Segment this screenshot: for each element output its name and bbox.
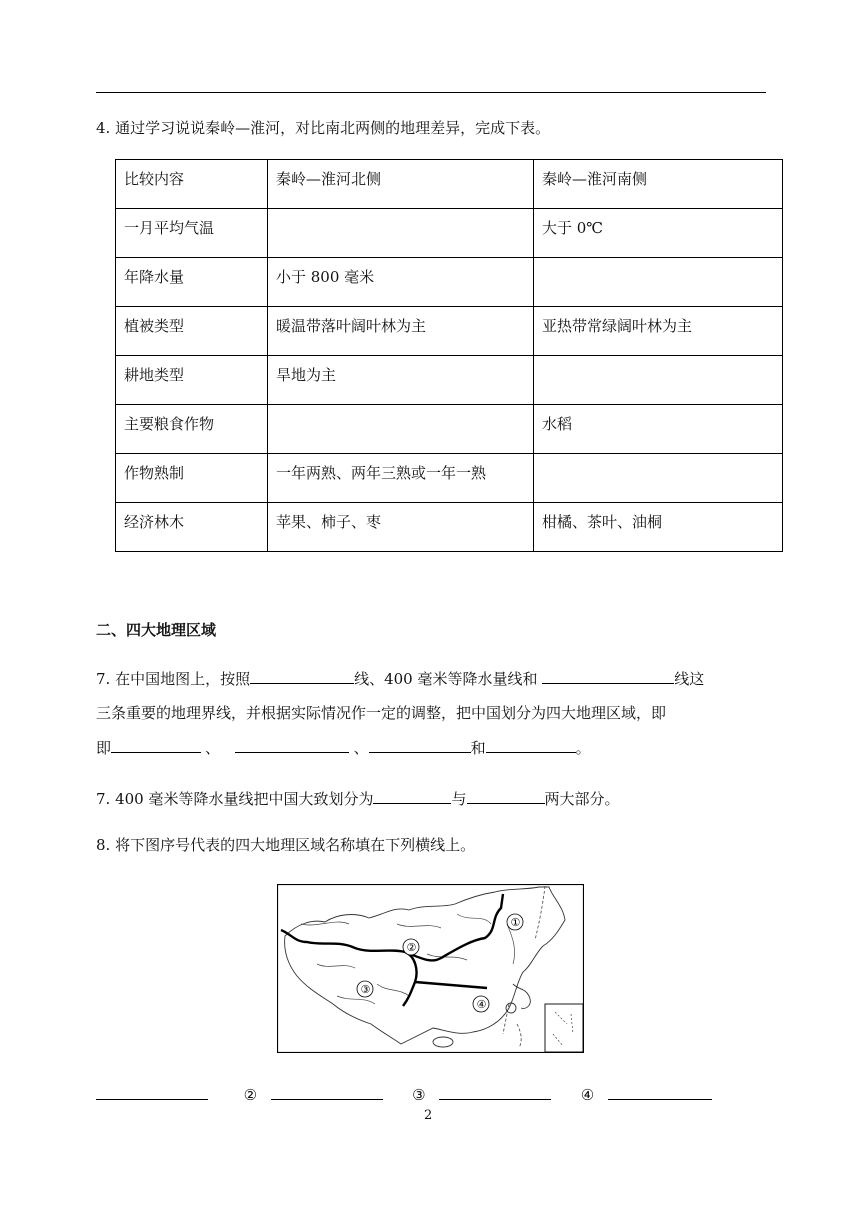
header-cell: 秦岭—淮河南侧	[534, 160, 783, 209]
q7a-line1	[96, 667, 704, 690]
table-header-row	[116, 160, 783, 209]
row-label-cell: 一月平均气温	[116, 209, 268, 258]
row-label-cell: 耕地类型	[116, 356, 268, 405]
row-label-cell: 植被类型	[116, 307, 268, 356]
table-cell	[268, 209, 534, 258]
table-cell	[534, 454, 783, 503]
header-cell: 比较内容	[116, 160, 268, 209]
table-cell: 柑橘、茶叶、油桐	[534, 503, 783, 552]
row-label-cell: 主要粮食作物	[116, 405, 268, 454]
table-row	[116, 356, 783, 405]
blank-region-3[interactable]	[369, 736, 471, 753]
answer-blank-2[interactable]	[271, 1083, 383, 1100]
answer-blank-1[interactable]	[96, 1083, 208, 1100]
q8-answer-line	[96, 1083, 712, 1106]
q8-prompt: 8. 将下图序号代表的四大地理区域名称填在下列横线上。	[96, 836, 476, 854]
answer-label-2: ②	[243, 1086, 258, 1104]
table-row	[116, 503, 783, 552]
q7a-text-2: 线、400 毫米等降水量线和	[354, 670, 543, 688]
section-heading: 二、四大地理区域	[96, 621, 217, 639]
blank-part-2[interactable]	[467, 787, 545, 804]
q4-prompt: 4. 通过学习说说秦岭—淮河，对比南北两侧的地理差异，完成下表。	[96, 119, 551, 137]
q7a-end: 。	[575, 739, 591, 757]
row-label-cell: 作物熟制	[116, 454, 268, 503]
map-label-2: ②	[406, 941, 417, 954]
table-row	[116, 454, 783, 503]
comparison-table	[115, 159, 783, 552]
q7a-line2: 三条重要的地理界线，并根据实际情况作一定的调整，把中国划分为四大地理区域，即	[96, 704, 667, 722]
answer-blank-4[interactable]	[608, 1083, 712, 1100]
q7b-line	[96, 787, 620, 810]
table-cell: 苹果、柿子、枣	[268, 503, 534, 552]
map-label-1: ①	[510, 916, 521, 929]
answer-blank-3[interactable]	[439, 1083, 551, 1100]
table-cell: 大于 0℃	[534, 209, 783, 258]
q7b-text-1: 7. 400 毫米等降水量线把中国大致划分为	[96, 790, 374, 808]
row-label-cell: 年降水量	[116, 258, 268, 307]
q7a-sep-1: 、	[205, 739, 225, 757]
blank-region-1[interactable]	[111, 736, 201, 753]
page-number: 2	[424, 1108, 433, 1123]
answer-label-4: ④	[580, 1086, 595, 1104]
map-label-4: ④	[476, 998, 487, 1011]
table-cell	[534, 356, 783, 405]
china-regions-map	[277, 884, 584, 1053]
blank-region-2[interactable]	[235, 736, 349, 753]
table-cell: 旱地为主	[268, 356, 534, 405]
q7a-text-1: 7. 在中国地图上，按照	[96, 670, 251, 688]
blank-boundary-2[interactable]	[542, 667, 674, 684]
q7b-text-3: 两大部分。	[544, 790, 620, 808]
q7a-line3	[96, 736, 591, 759]
table-cell	[534, 258, 783, 307]
table-cell	[268, 405, 534, 454]
map-frame	[278, 885, 584, 1053]
top-rule	[96, 92, 766, 93]
row-label-cell: 经济林木	[116, 503, 268, 552]
table-cell: 水稻	[534, 405, 783, 454]
table-cell: 亚热带常绿阔叶林为主	[534, 307, 783, 356]
q7a-sep-3: 和	[470, 739, 486, 757]
map-label-3: ③	[360, 983, 371, 996]
header-cell: 秦岭—淮河北侧	[268, 160, 534, 209]
q7a-text-start: 即	[96, 739, 112, 757]
q7a-sep-2: 、	[348, 739, 369, 757]
answer-label-3: ③	[412, 1086, 426, 1104]
table-row	[116, 405, 783, 454]
table-row	[116, 209, 783, 258]
table-cell: 小于 800 毫米	[268, 258, 534, 307]
table-cell: 一年两熟、两年三熟或一年一熟	[268, 454, 534, 503]
blank-region-4[interactable]	[486, 736, 576, 753]
table-cell: 暖温带落叶阔叶林为主	[268, 307, 534, 356]
blank-part-1[interactable]	[373, 787, 451, 804]
table-row	[116, 307, 783, 356]
q7a-text-3: 线这	[674, 670, 705, 688]
blank-boundary-1[interactable]	[250, 667, 354, 684]
q7b-text-2: 与	[451, 790, 467, 808]
table-row	[116, 258, 783, 307]
